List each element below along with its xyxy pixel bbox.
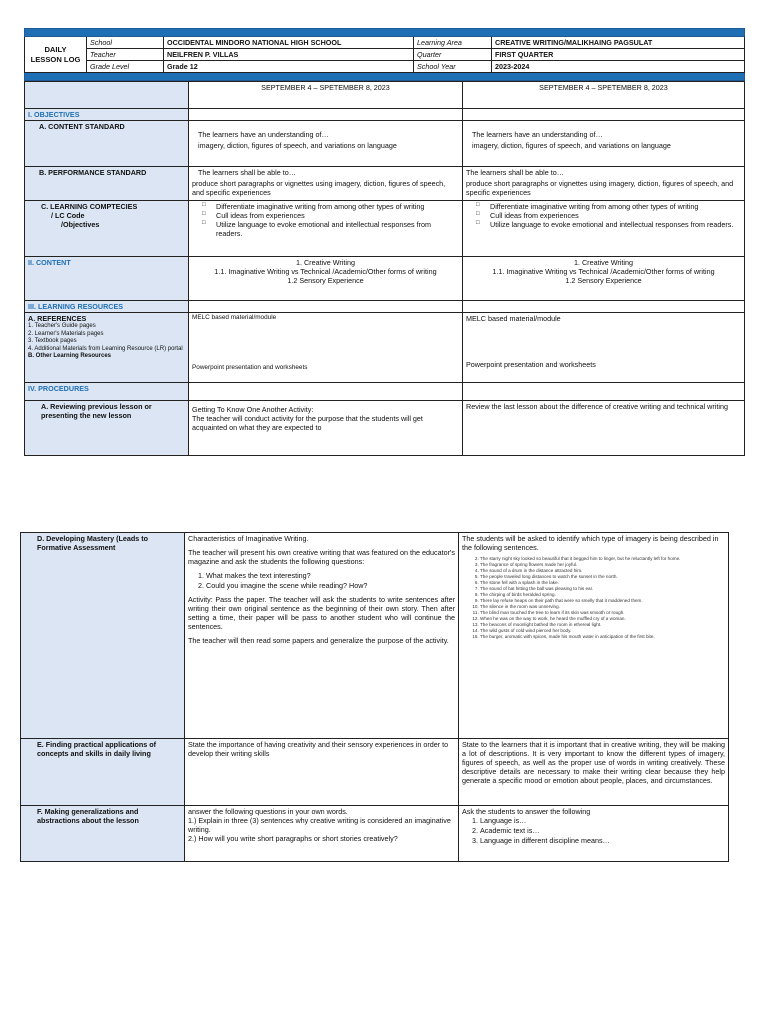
value-school-year: 2023-2024 bbox=[492, 61, 745, 73]
section-procedures: IV. PROCEDURES bbox=[25, 383, 189, 401]
performance-standard-label: B. PERFORMANCE STANDARD bbox=[25, 167, 189, 201]
competency-item: □ Cull ideas from experiences bbox=[476, 211, 741, 220]
developing-label: D. Developing Mastery (Leads to Formative Assessment bbox=[21, 533, 185, 739]
competency-item: □ Differentiate imaginative writing from among other types of writing bbox=[476, 202, 741, 211]
ref-item: 1. Teacher's Guide pages bbox=[28, 323, 96, 329]
value-teacher: NEILFREN P. VILLAS bbox=[164, 49, 414, 61]
log-title: DAILY LESSON LOG bbox=[25, 37, 87, 73]
sentence-item: 6. The stone fell with a splash in the lake. bbox=[480, 580, 725, 586]
lesson-table-2 bbox=[20, 532, 729, 862]
section-content: II. CONTENT bbox=[25, 257, 189, 301]
question-item: 1. What makes the text interesting? bbox=[206, 571, 455, 580]
content-col2-line1: 1. Creative Writing bbox=[574, 258, 633, 267]
sentence-item: 15. The burger, aromatic with spices, made his mouth water in anticipation of the first bite. bbox=[480, 634, 725, 640]
sentence-item: 14. The wild gusts of cold wind pierced her body. bbox=[480, 628, 725, 634]
competency-item: □ Differentiate imaginative writing from among other types of writing bbox=[202, 202, 459, 211]
sentence-item: 9. There lay refuse heaps on their path that were so smelly that it maddened them. bbox=[480, 598, 725, 604]
generalization-item: 2. Academic text is… bbox=[480, 826, 725, 835]
reviewing-col1-line2: The teacher will conduct activity for the purpose that the students will get acquainted on what they are expected to bbox=[192, 414, 423, 432]
sentence-item: 2. The starry night sky looked so beautiful that it begged him to linger, but he reluctantly left for home. bbox=[480, 556, 725, 562]
developing-col2-intro: The students will be asked to identify which type of imagery is being described in the following sentences. bbox=[462, 534, 719, 552]
question-item: 2. Could you imagine the scene while reading? How? bbox=[206, 581, 455, 590]
value-learning-area: CREATIVE WRITING/MALIKHAING PAGSULAT bbox=[492, 37, 745, 49]
finding-col2: State to the learners that it is important that in creative writing, they will be making a lot of descriptions. It is very important to know the different types of imagery, figures of speech, as well as the proper use of words in writing creatively. These descriptive details are necessary to make their writing clear because they help generate a specific mood or emotion about people, places, and circumstances. bbox=[459, 739, 729, 806]
competencies-list-col1 bbox=[202, 202, 459, 238]
generalizations-col2-list bbox=[480, 816, 725, 845]
performance-standard-col1-line1: The learners shall be able to… bbox=[198, 168, 296, 177]
finding-col1: State the importance of having creativity and their sensory experiences in order to develop their writing skills bbox=[185, 739, 459, 806]
developing-questions bbox=[206, 571, 455, 590]
section-resources: III. LEARNING RESOURCES bbox=[25, 301, 189, 313]
sentence-item: 7. The sound of bat hitting the ball was pleasing to his ear. bbox=[480, 586, 725, 592]
references-label: A. REFERENCES bbox=[28, 314, 87, 323]
generalizations-col1-line1: answer the following questions in your own words. bbox=[188, 807, 348, 816]
imagery-sentences bbox=[480, 556, 725, 640]
resources-col1-melc: MELC based material/module bbox=[192, 314, 277, 321]
competency-item: □ Cull ideas from experiences bbox=[202, 211, 459, 220]
performance-standard-col1-line2: produce short paragraphs or vignettes using imagery, diction, figures of speech, and specific experiences bbox=[192, 179, 446, 197]
ref-item: 2. Learner's Materials pages bbox=[28, 330, 104, 337]
resources-col2-melc: MELC based material/module bbox=[466, 314, 561, 323]
ref-item: 4. Additional Materials from Learning Resource (LR) portal bbox=[28, 345, 183, 352]
generalizations-label: F. Making generalizations and abstractions about the lesson bbox=[21, 806, 185, 862]
lesson-log-page-1 bbox=[24, 28, 744, 456]
other-resources-label: B. Other Learning Resources bbox=[28, 353, 112, 359]
content-col1-line2: 1.1. Imaginative Writing vs Technical /Academic/Other forms of writing bbox=[214, 267, 437, 276]
generalizations-col1-line3: 2.) How will you write short paragraphs or short stories creatively? bbox=[188, 834, 398, 843]
content-col1-line3: 1.2 Sensory Experience bbox=[287, 276, 364, 285]
sentence-item: 8. The chirping of birds heralded spring. bbox=[480, 592, 725, 598]
content-col2-line3: 1.2 Sensory Experience bbox=[565, 276, 642, 285]
developing-col1-intro: The teacher will present his own creative writing that was featured on the educator's magazine and ask the students the following questions: bbox=[188, 548, 455, 566]
developing-col1-title: Characteristics of Imaginative Writing. bbox=[188, 534, 309, 543]
resources-col2-ppt: Powerpoint presentation and worksheets bbox=[466, 360, 596, 369]
reviewing-col1-line1: Getting To Know One Another Activity: bbox=[192, 405, 314, 414]
content-standard-col2-line1: The learners have an understanding of… bbox=[472, 130, 603, 139]
developing-col1-closing: The teacher will then read some papers and generalize the purpose of the activity. bbox=[188, 636, 449, 645]
generalizations-col2-intro: Ask the students to answer the following bbox=[462, 807, 591, 816]
value-school: OCCIDENTAL MINDORO NATIONAL HIGH SCHOOL bbox=[164, 37, 414, 49]
content-standard-col1-line1: The learners have an understanding of… bbox=[198, 130, 329, 139]
sentence-item: 4. The sound of a drum in the distance attracted him. bbox=[480, 568, 725, 574]
competency-item: □ Utilize language to evoke emotional and intellectual responses from readers. bbox=[476, 220, 741, 229]
generalizations-col1-line2: 1.) Explain in three (3) sentences why creative writing is considered an imaginative writing. bbox=[188, 816, 451, 834]
reviewing-label: A. Reviewing previous lesson or presenting the new lesson bbox=[25, 401, 189, 456]
developing-col1-activity: Activity: Pass the paper. The teacher will ask the students to write sentences after writing their own original sentence as the beginning of their own story. Then after setting a time, their paper will be pass to another student who will continue the sentences. bbox=[188, 595, 455, 631]
label-grade-level: Grade Level bbox=[87, 61, 164, 73]
sentence-item: 11. The blind man touched the tree to learn if its skin was smooth or rough. bbox=[480, 610, 725, 616]
sentence-item: 13. The beacons of moonlight bathed the room in ethereal light. bbox=[480, 622, 725, 628]
ref-item: 3. Textbook pages bbox=[28, 338, 77, 344]
label-learning-area: Learning Area bbox=[414, 37, 492, 49]
value-quarter: FIRST QUARTER bbox=[492, 49, 745, 61]
sentence-item: 10. The silence in the room was unnerving. bbox=[480, 604, 725, 610]
date-col-1: SEPTEMBER 4 – SPETEMBER 8, 2023 bbox=[189, 82, 463, 109]
header-table bbox=[24, 28, 745, 81]
date-col-2: SEPTEMBER 4 – SPETEMBER 8, 2023 bbox=[463, 82, 745, 109]
competencies-list-col2 bbox=[476, 202, 741, 229]
generalization-item: 1. Language is… bbox=[480, 816, 725, 825]
resources-col1-ppt: Powerpoint presentation and worksheets bbox=[192, 364, 308, 371]
generalization-item: 3. Language in different discipline means… bbox=[480, 836, 725, 845]
content-col2-line2: 1.1. Imaginative Writing vs Technical /Academic/Other forms of writing bbox=[492, 267, 715, 276]
content-standard-col1-line2: imagery, diction, figures of speech, and variations on language bbox=[198, 141, 397, 150]
lesson-table-1 bbox=[24, 81, 745, 456]
content-standard-col2-line2: imagery, diction, figures of speech, and variations on language bbox=[472, 141, 671, 150]
value-grade-level: Grade 12 bbox=[164, 61, 414, 73]
performance-standard-col2-line2: produce short paragraphs or vignettes using imagery, diction, figures of speech, and specific experiences bbox=[466, 179, 734, 197]
lesson-log-page-2 bbox=[20, 532, 728, 862]
sentence-item: 3. The fragrance of spring flowers made her joyful. bbox=[480, 562, 725, 568]
label-teacher: Teacher bbox=[87, 49, 164, 61]
reviewing-col2: Review the last lesson about the difference of creative writing and technical writing bbox=[463, 401, 745, 456]
competency-item: □ Utilize language to evoke emotional and intellectual responses from readers. bbox=[202, 220, 459, 238]
competencies-label-2: / LC Code bbox=[51, 211, 85, 220]
label-quarter: Quarter bbox=[414, 49, 492, 61]
label-school-year: School Year bbox=[414, 61, 492, 73]
content-col1-line1: 1. Creative Writing bbox=[296, 258, 355, 267]
sentence-item: 12. When he was on the way to work, he heard the muffled cry of a woman. bbox=[480, 616, 725, 622]
competencies-label-3: /Objectives bbox=[61, 220, 100, 229]
label-school: School bbox=[87, 37, 164, 49]
content-standard-label: A. CONTENT STANDARD bbox=[25, 121, 189, 167]
finding-label: E. Finding practical applications of concepts and skills in daily living bbox=[21, 739, 185, 806]
performance-standard-col2-line1: The learners shall be able to… bbox=[466, 168, 564, 177]
section-objectives: I. OBJECTIVES bbox=[25, 109, 189, 121]
competencies-label-1: C. LEARNING COMPTECIES bbox=[41, 202, 138, 211]
sentence-item: 5. The people traveled long distances to watch the sunset in the north. bbox=[480, 574, 725, 580]
